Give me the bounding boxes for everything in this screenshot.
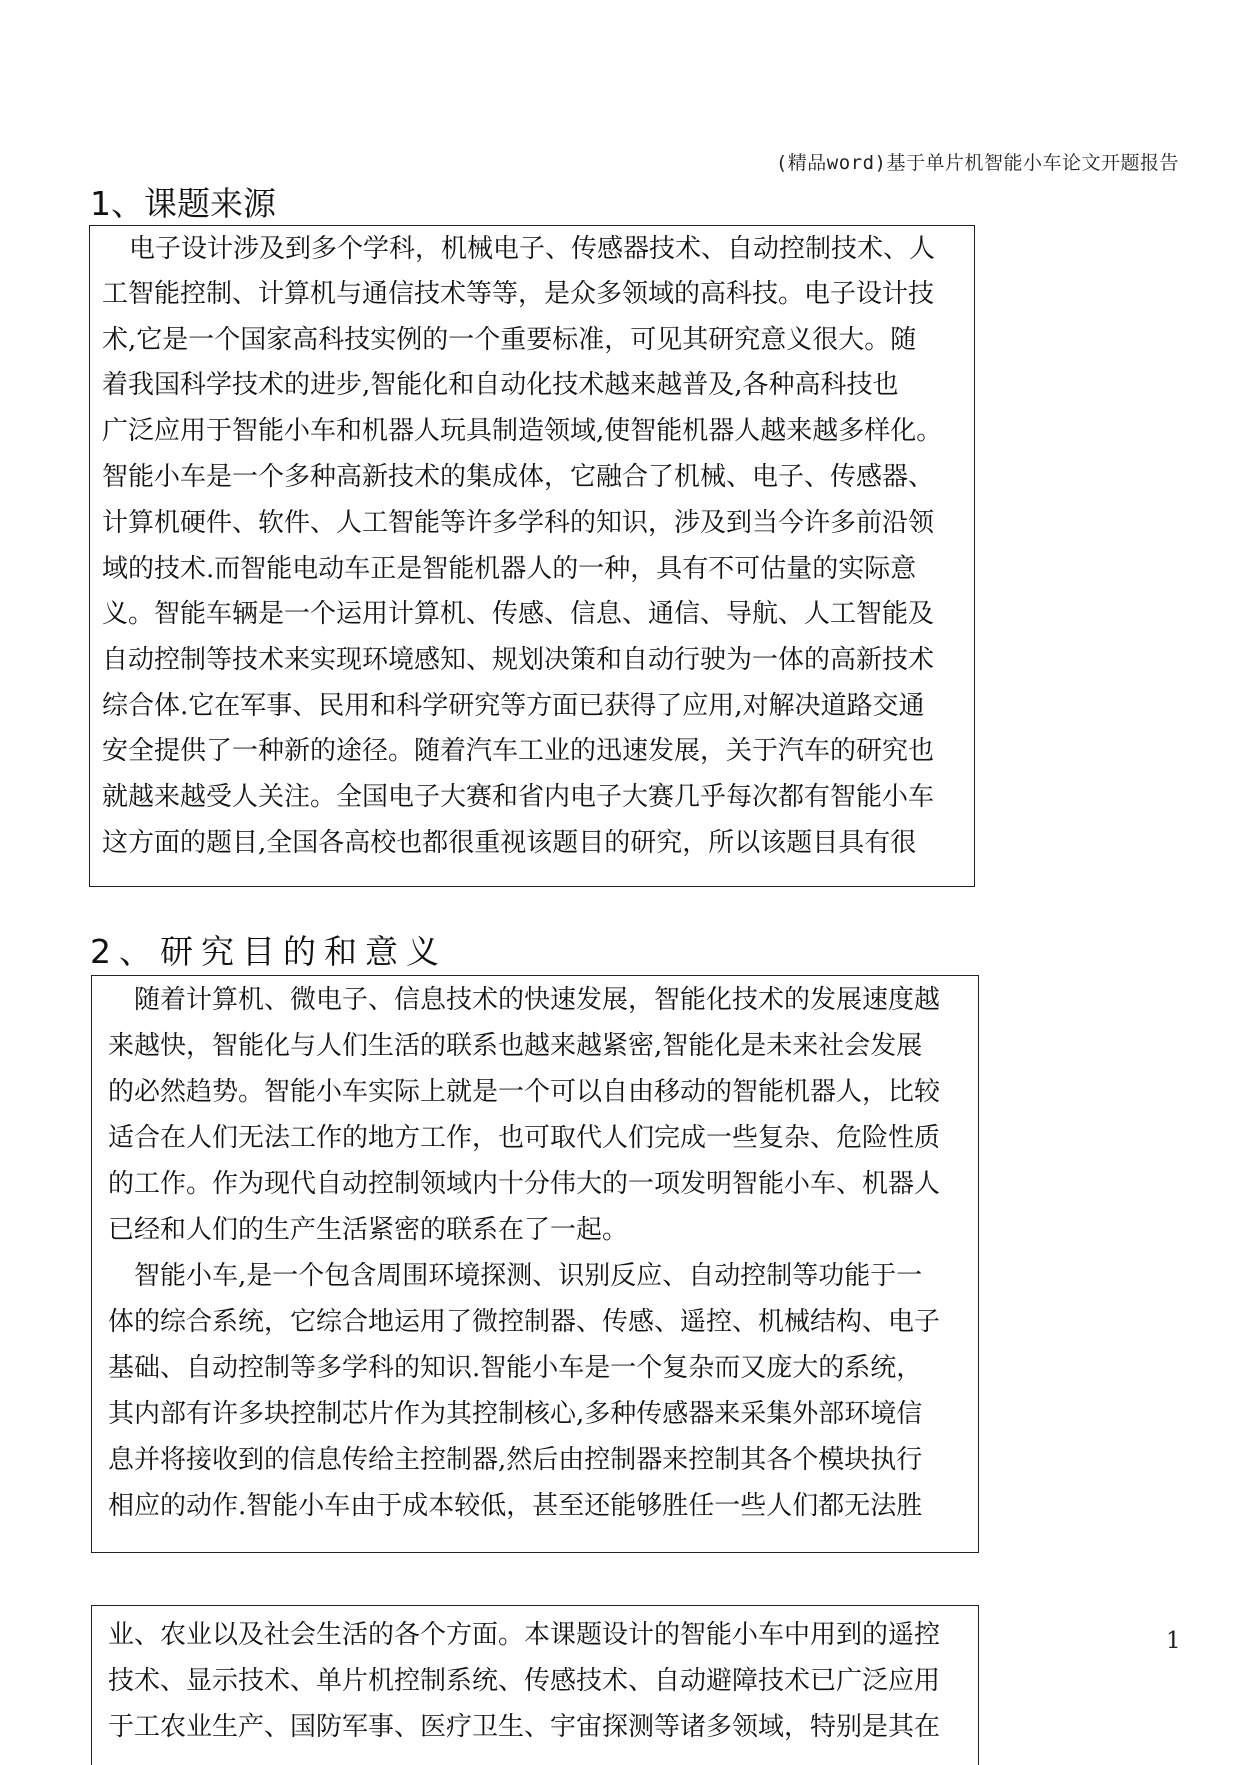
page-number: 1 [1166,1628,1181,1654]
paragraph-line: 已经和人们的生产生活紧密的联系在了一起。 [108,1215,629,1245]
paragraph-line: 息并将接收到的信息传给主控制器,然后由控制器来控制其各个模块执行 [108,1445,923,1475]
paragraph-line: 技术、显示技术、单片机控制系统、传感技术、自动避障技术已广泛应用 [108,1666,941,1696]
section-heading-topic-source: 1、课题来源 [90,184,276,223]
paragraph-line: 术,它是一个国家高科技实例的一个重要标准，可见其研究意义很大。随 [102,325,917,355]
paragraph-line: 智能小车是一个多种高新技术的集成体，它融合了机械、电子、传感器、 [102,462,935,492]
paragraph-line: 电子设计涉及到多个学科，机械电子、传感器技术、自动控制技术、人 [129,234,936,264]
research-purpose-textbox [91,975,979,1553]
paragraph-line: 安全提供了一种新的途径。随着汽车工业的迅速发展，关于汽车的研究也 [102,736,935,766]
paragraph-line: 计算机硬件、软件、人工智能等许多学科的知识，涉及到当今许多前沿领 [102,508,935,538]
paragraph-line: 这方面的题目,全国各高校也都很重视该题目的研究，所以该题目具有很 [102,828,917,858]
document-header-title: (精品word)基于单片机智能小车论文开题报告 [775,152,1179,174]
paragraph-line: 业、农业以及社会生活的各个方面。本课题设计的智能小车中用到的遥控 [108,1620,941,1650]
paragraph-line: 着我国科学技术的进步,智能化和自动化技术越来越普及,各种高科技也 [102,370,899,400]
paragraph-line: 体的综合系统，它综合地运用了微控制器、传感、遥控、机械结构、电子 [108,1307,941,1337]
paragraph-line: 工智能控制、计算机与通信技术等等，是众多领域的高科技。电子设计技 [102,279,935,309]
paragraph-line: 的工作。作为现代自动控制领域内十分伟大的一项发明智能小车、机器人 [108,1169,941,1199]
paragraph-line: 智能小车,是一个包含周围环境探测、识别反应、自动控制等功能于一 [134,1261,923,1291]
paragraph-line: 的必然趋势。智能小车实际上就是一个可以自由移动的智能机器人，比较 [108,1077,941,1107]
paragraph-line: 就越来越受人关注。全国电子大赛和省内电子大赛几乎每次都有智能小车 [102,782,935,812]
topic-source-textbox [89,225,975,887]
paragraph-line: 相应的动作.智能小车由于成本较低，甚至还能够胜任一些人们都无法胜 [108,1491,923,1521]
paragraph-line: 综合体.它在军事、民用和科学研究等方面已获得了应用,对解决道路交通 [102,691,925,721]
paragraph-line: 义。智能车辆是一个运用计算机、传感、信息、通信、导航、人工智能及 [102,599,935,629]
paragraph-line: 其内部有许多块控制芯片作为其控制核心,多种传感器来采集外部环境信 [108,1399,923,1429]
paragraph-line: 适合在人们无法工作的地方工作，也可取代人们完成一些复杂、危险性质 [108,1123,941,1153]
continued-textbox [91,1605,979,1765]
paragraph-line: 域的技术.而智能电动车正是智能机器人的一种，具有不可估量的实际意 [102,554,917,584]
paragraph-line: 于工农业生产、国防军事、医疗卫生、宇宙探测等诸多领域，特别是其在 [108,1712,941,1742]
paragraph-line: 自动控制等技术来实现环境感知、规划决策和自动行驶为一体的高新技术 [102,645,935,675]
paragraph-line: 广泛应用于智能小车和机器人玩具制造领域,使智能机器人越来越多样化。 [102,416,943,446]
paragraph-line: 随着计算机、微电子、信息技术的快速发展，智能化技术的发展速度越 [134,985,941,1015]
paragraph-line: 来越快，智能化与人们生活的联系也越来越紧密,智能化是未来社会发展 [108,1031,923,1061]
paragraph-line: 基础、自动控制等多学科的知识.智能小车是一个复杂而又庞大的系统， [108,1353,923,1383]
section-heading-research-purpose: 2、研究目的和意义 [90,932,447,971]
